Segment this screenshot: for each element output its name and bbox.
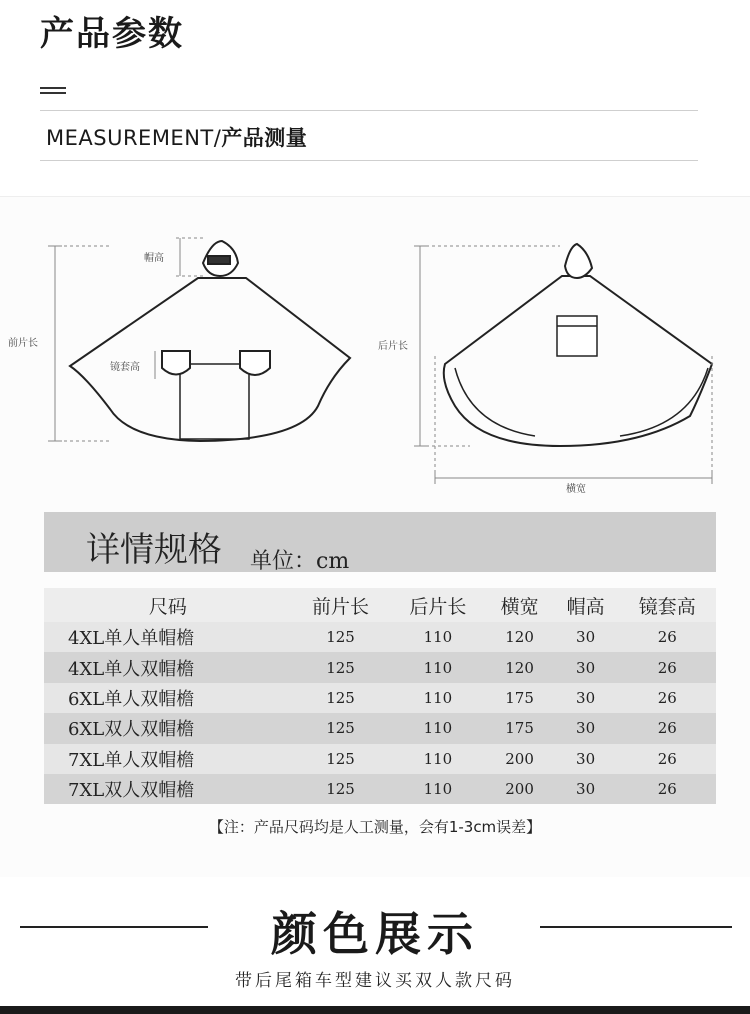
table-cell: 110	[389, 744, 486, 774]
size-cell: 4XL单人单帽檐	[44, 622, 292, 652]
table-cell: 26	[619, 713, 716, 743]
col-mirror-height: 镜套高	[619, 588, 716, 622]
table-cell: 125	[292, 713, 389, 743]
spec-unit: 单位：cm	[250, 549, 350, 574]
table-cell: 26	[619, 744, 716, 774]
table-cell: 110	[389, 713, 486, 743]
table-cell: 125	[292, 622, 389, 652]
measurement-heading	[46, 122, 307, 152]
table-cell: 175	[487, 713, 553, 743]
table-cell: 120	[487, 622, 553, 652]
table-cell: 110	[389, 622, 486, 652]
table-cell: 30	[553, 774, 619, 804]
col-size: 尺码	[44, 588, 292, 622]
title-underline-2	[40, 92, 66, 94]
size-cell: 7XL单人双帽檐	[44, 744, 292, 774]
col-back-length: 后片长	[389, 588, 486, 622]
table-row	[44, 774, 716, 804]
raincoat-diagrams	[0, 196, 750, 506]
spec-title: 详情规格	[86, 530, 222, 570]
divider-top	[40, 110, 698, 111]
bottom-band	[0, 1006, 750, 1014]
table-cell: 26	[619, 622, 716, 652]
table-cell: 125	[292, 683, 389, 713]
table-cell: 125	[292, 774, 389, 804]
spec-header-row	[44, 588, 716, 622]
table-cell: 30	[553, 713, 619, 743]
table-row	[44, 622, 716, 652]
front-length-label: 前片长	[8, 338, 38, 349]
table-cell: 200	[487, 744, 553, 774]
table-cell: 125	[292, 652, 389, 682]
size-cell: 4XL单人双帽檐	[44, 652, 292, 682]
divider-bottom	[40, 160, 698, 161]
col-front-length: 前片长	[292, 588, 389, 622]
table-cell: 110	[389, 774, 486, 804]
table-cell: 30	[553, 744, 619, 774]
table-cell: 30	[553, 683, 619, 713]
table-cell: 125	[292, 744, 389, 774]
table-cell: 110	[389, 683, 486, 713]
front-dimension-lines	[48, 238, 205, 441]
back-length-label: 后片长	[378, 341, 408, 352]
page-title: 产品参数	[40, 14, 184, 54]
measurement-note: 【注：产品尺码均是人工测量，会有1-3cm误差】	[208, 818, 542, 836]
color-section-title: 颜色展示	[271, 907, 479, 961]
size-cell: 7XL双人双帽檐	[44, 774, 292, 804]
table-row	[44, 683, 716, 713]
mirror-height-label: 镜套高	[110, 362, 140, 373]
table-cell: 30	[553, 652, 619, 682]
table-row	[44, 713, 716, 743]
title-underline	[40, 87, 66, 89]
measurement-en: MEASUREMENT/	[46, 126, 222, 150]
size-cell: 6XL单人双帽檐	[44, 683, 292, 713]
table-cell: 200	[487, 774, 553, 804]
table-cell: 30	[553, 622, 619, 652]
table-cell: 26	[619, 774, 716, 804]
spec-table	[44, 588, 716, 804]
hat-height-label: 帽高	[144, 253, 164, 264]
width-label: 横宽	[566, 484, 586, 495]
color-section-subtitle: 带后尾箱车型建议买双人款尺码	[235, 971, 515, 991]
back-dimension-lines	[414, 246, 712, 484]
front-view-diagram	[70, 241, 350, 441]
table-cell: 26	[619, 683, 716, 713]
table-cell: 120	[487, 652, 553, 682]
size-cell: 6XL双人双帽檐	[44, 713, 292, 743]
back-view-diagram	[444, 244, 712, 446]
table-cell: 110	[389, 652, 486, 682]
table-cell: 175	[487, 683, 553, 713]
table-row	[44, 652, 716, 682]
table-cell: 26	[619, 652, 716, 682]
measurement-cn: 产品测量	[221, 126, 308, 150]
col-hat-height: 帽高	[553, 588, 619, 622]
table-row	[44, 744, 716, 774]
col-width: 横宽	[487, 588, 553, 622]
